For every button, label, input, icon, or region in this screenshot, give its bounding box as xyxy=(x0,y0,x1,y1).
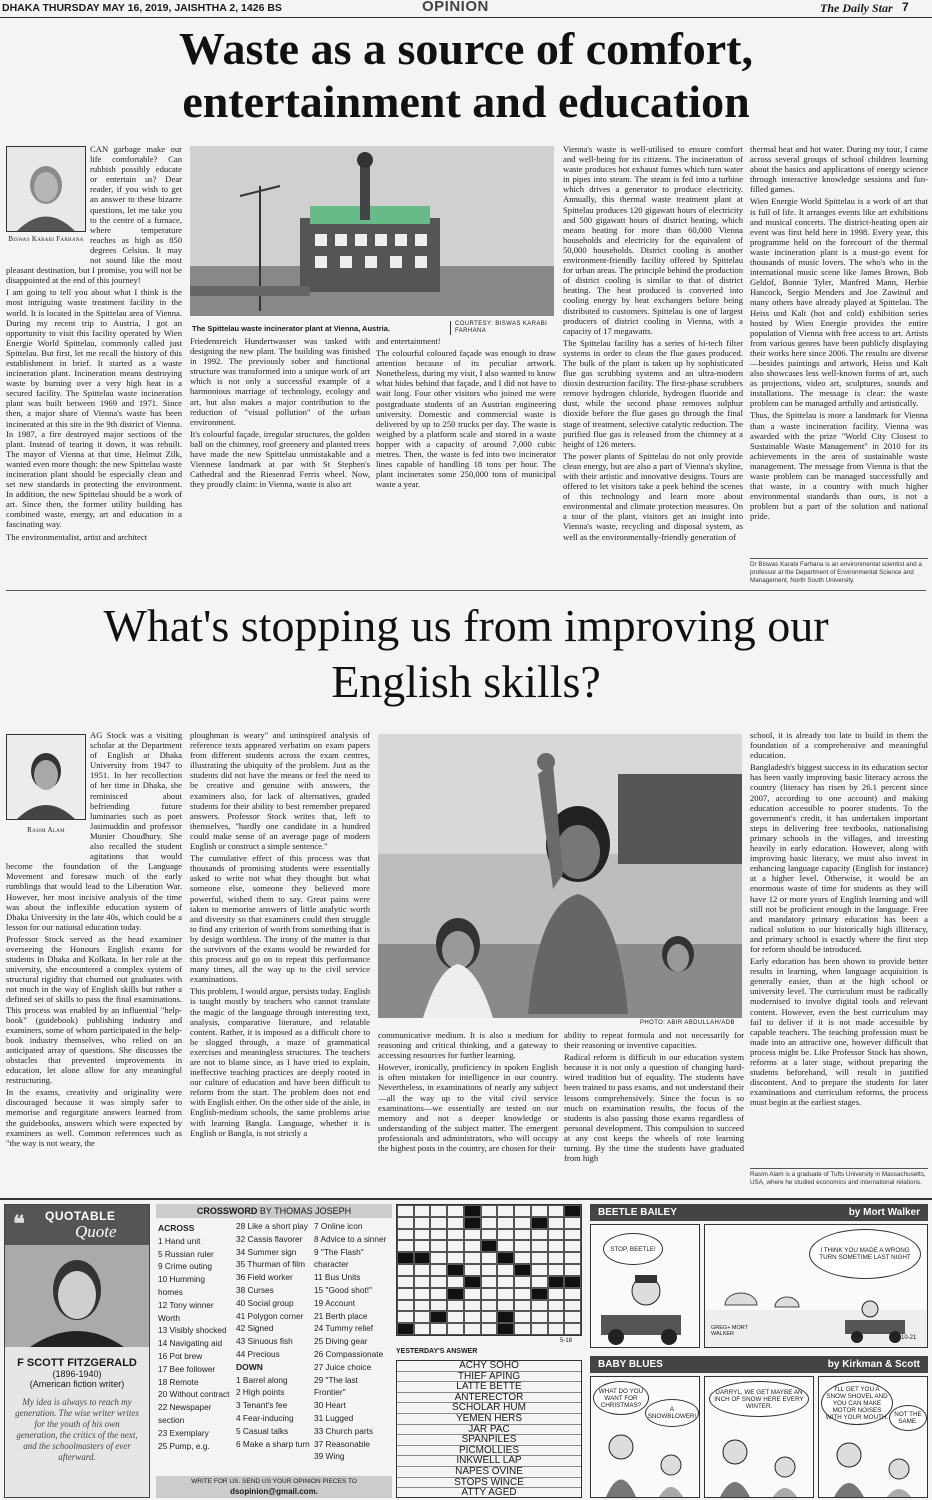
article2-col1 xyxy=(6,730,182,1196)
across-clues-1 xyxy=(158,1222,234,1452)
crossword-title-text: CROSSWORD xyxy=(196,1206,258,1216)
black-square xyxy=(497,1311,514,1323)
comic-signature: GREG+ MORT WALKER xyxy=(711,1325,748,1337)
down-clues xyxy=(314,1220,392,1463)
clue: 5 Casual talks xyxy=(236,1425,289,1436)
crossword-cell[interactable] xyxy=(564,1217,581,1229)
crossword-cell[interactable] xyxy=(447,1205,464,1217)
crossword-cell[interactable] xyxy=(531,1205,548,1217)
classroom-photo xyxy=(378,734,742,1018)
clue: 22 Newspaper xyxy=(158,1402,212,1413)
answer-row: ACHY SOHO xyxy=(397,1361,581,1372)
black-square xyxy=(397,1252,414,1264)
clue: 39 Wing xyxy=(314,1451,345,1462)
clue: 29 "The last xyxy=(314,1374,358,1385)
clue: 10 Humming xyxy=(158,1274,206,1285)
crossword-cell[interactable] xyxy=(548,1323,565,1335)
paragraph: In the exams, creativity and originality were discouraged because it was simply safer to memorise and regurgitate answers learned from the guidebooks, answers which were expected by examiners as well. Common references such as "the way is not weary, the xyxy=(6,1087,182,1148)
divider xyxy=(6,590,926,591)
crossword-cell[interactable] xyxy=(497,1205,514,1217)
submission-email[interactable]: dsopinion@gmail.com. xyxy=(230,1487,318,1496)
answer-row: THIEF APING xyxy=(397,1372,581,1383)
yesterdays-answer-grid xyxy=(396,1360,582,1498)
section-label: OPINION xyxy=(422,0,489,15)
paragraph: The Spittelau facility has a series of hi-tech filter systems in order to clean the flue gases produced. The bulk of the plant is taken up by sophisticated flue gas scrubbing systems and an ultra-modern dioxin destruction facility. The first-phase scrubbers remove hydrogen chloride, hydrogen fluoride and dust, while the second phase removes sulphur dioxide before the flue gases go through the final stage of treatment, selective catalytic reduction. The purified flue gas is released from the chimney at a height of 126 meters. xyxy=(563,337,743,449)
clue: character xyxy=(314,1259,349,1270)
crossword-cell[interactable] xyxy=(531,1229,548,1241)
black-square xyxy=(497,1252,514,1264)
crossword-cell[interactable] xyxy=(564,1240,581,1252)
paragraph: The power plants of Spittelau do not only provide clean energy, but are also a part of Vienna's skyline, with their artistic and innovative designs. Tours are offered to let visitors take a peek behind the scenes of this technology and learn more about environmental and climate protection measures. On a tour of the plant, visitors get an insight into Vienna's waste, recycling and disposal system, as well as the environmentally-friendly generation of xyxy=(563,450,743,542)
incinerator-photo xyxy=(190,146,554,316)
crossword-cell[interactable] xyxy=(447,1217,464,1229)
paragraph: thermal heat and hot water. During my tour, I came across several groups of school children learning about the basics and applications of energy science through interactive knowledge sessions and fun-filled games. xyxy=(750,144,928,195)
black-square xyxy=(514,1264,531,1276)
speech-bubble: STOP, BEETLE! xyxy=(603,1233,663,1265)
crossword-cell[interactable] xyxy=(447,1323,464,1335)
crossword-cell[interactable] xyxy=(497,1288,514,1300)
speech-bubble: WHAT DO YOU WANT FOR CHRISTMAS? xyxy=(593,1381,649,1415)
crossword-cell[interactable] xyxy=(548,1229,565,1241)
crossword-cell[interactable] xyxy=(548,1240,565,1252)
clue: 12 Tony winner xyxy=(158,1299,214,1310)
answer-row: SPANPILES xyxy=(397,1435,581,1446)
clue: 25 Pump, e.g. xyxy=(158,1440,210,1451)
crossword-cell[interactable] xyxy=(464,1264,481,1276)
black-square xyxy=(548,1276,565,1288)
answer-row: INKWELL LAP xyxy=(397,1456,581,1467)
clue: 37 Reasonable xyxy=(314,1438,370,1449)
crossword-cell[interactable] xyxy=(497,1300,514,1312)
crossword-cell[interactable] xyxy=(414,1264,431,1276)
clue: 11 Bus Units xyxy=(314,1272,361,1283)
article1-col4 xyxy=(563,144,743,580)
clue: 6 Make a sharp turn xyxy=(236,1438,310,1449)
crossword-cell[interactable] xyxy=(430,1252,447,1264)
black-square xyxy=(464,1205,481,1217)
crossword-cell[interactable] xyxy=(514,1276,531,1288)
crossword-cell[interactable] xyxy=(564,1300,581,1312)
crossword-cell[interactable] xyxy=(430,1229,447,1241)
crossword-cell[interactable] xyxy=(497,1276,514,1288)
crossword-byline: BY THOMAS JOSEPH xyxy=(259,1206,352,1216)
author-bio: Rasim Alam is a graduate of Tufts University in Massachusetts, USA, where he studied economics and international relations. xyxy=(750,1168,928,1187)
crossword-cell[interactable] xyxy=(414,1217,431,1229)
comic-date: 10-21 xyxy=(901,1335,917,1341)
black-square xyxy=(497,1323,514,1335)
black-square xyxy=(397,1323,414,1335)
black-square xyxy=(481,1240,498,1252)
clue: 24 Tummy relief xyxy=(314,1323,374,1334)
paragraph: This problem, I would argue, persists today. English is taught mostly by teachers who cannot translate the magic of the language through interesting text, analysis, comparative literature, and relatable content. Rather, it is imposed as a difficult chore to be slogged through, a maze of grammatical exercises and meaningless structures. The teachers are not to blame since, as I have tried to explain, ineffective teaching practices are deeply rooted in our culture of education and have been difficult to reform from the start. The problem does not end with English either. On the other side of the aisle, in English-medium schools, the same problems arise with learning Bangla. Language, whether it is English or Bangla, is not strictly a xyxy=(190,986,370,1138)
crossword-cell[interactable] xyxy=(414,1276,431,1288)
clue: 2 High points xyxy=(236,1387,285,1398)
clue: 26 Compassionate xyxy=(314,1348,384,1359)
paragraph: ability to repeat formula and not necessarily for their reasoning or inventive capacities. xyxy=(564,1030,744,1051)
clue: 31 Lugged xyxy=(314,1412,354,1423)
crossword-cell[interactable] xyxy=(564,1288,581,1300)
clue: Worth xyxy=(158,1312,180,1323)
clue: 20 Without contract xyxy=(158,1389,230,1400)
crossword-cell[interactable] xyxy=(430,1240,447,1252)
clue: 44 Precious xyxy=(236,1348,280,1359)
black-square xyxy=(531,1288,548,1300)
comic-title-bar xyxy=(590,1204,928,1221)
clue: 4 Fear-inducing xyxy=(236,1412,294,1423)
clue: 38 Curses xyxy=(236,1284,274,1295)
quote-mark-icon: ❝ xyxy=(13,1211,25,1236)
crossword-cell[interactable] xyxy=(430,1217,447,1229)
clue: 1 Hand unit xyxy=(158,1235,201,1246)
clue: 35 Thurman of film xyxy=(236,1259,306,1270)
answer-row: LATTE BETTE xyxy=(397,1382,581,1393)
crossword-cell[interactable] xyxy=(548,1205,565,1217)
crossword-cell[interactable] xyxy=(430,1300,447,1312)
crossword-cell[interactable] xyxy=(464,1240,481,1252)
crossword-cell[interactable] xyxy=(414,1323,431,1335)
paragraph: Bangladesh's biggest success in its education sector has been vastly improving basic literacy across the country (literacy has risen by 26.1 percent since 2007, according to one account) and making education accessible to poorer students. To the government's credit, it has undertaken important steps in delivering free textbooks, nationalising primary schools in the villages, and investing heavily in early education. However, along with improving basic literacy, we must also invest in enhancing language capacity (English for instance) at a higher level. Otherwise, it would be an enormous waste of time for students as they will have 12 or more years of English learning and will still not be proficient enough in the language. Free and mandatory primary education has been a radical solution to our historically high illiteracy, and primary school is exactly where the first step for reform should be introduced. xyxy=(750,762,928,954)
crossword-cell[interactable] xyxy=(514,1311,531,1323)
clue: 33 Church parts xyxy=(314,1425,374,1436)
fitzgerald-portrait xyxy=(5,1245,149,1347)
quote-years: (1896-1940) xyxy=(52,1369,102,1379)
answer-row: NAPES OVINE xyxy=(397,1467,581,1478)
crossword-cell[interactable] xyxy=(430,1205,447,1217)
comic-panel xyxy=(704,1376,814,1498)
crossword-cell[interactable] xyxy=(464,1252,481,1264)
crossword-cell[interactable] xyxy=(447,1300,464,1312)
paragraph: and entertainment! xyxy=(376,336,441,346)
crossword-cell[interactable] xyxy=(514,1217,531,1229)
author-bio: Dr Biswas Karabi Farhana is an environmental scientist and a professor at the Department of Environmental Science and Management, North South University. xyxy=(750,558,928,585)
speech-bubble: A SNOWBLOWER! xyxy=(645,1399,699,1427)
comic-author: by Kirkman & Scott xyxy=(827,1359,920,1370)
crossword-cell[interactable] xyxy=(548,1217,565,1229)
crossword-cell[interactable] xyxy=(548,1264,565,1276)
black-square xyxy=(430,1311,447,1323)
crossword-cell[interactable] xyxy=(497,1229,514,1241)
crossword-cell[interactable] xyxy=(481,1323,498,1335)
article1-col3 xyxy=(376,336,556,580)
quote-title: QUOTABLE xyxy=(45,1209,116,1223)
article1-col1 xyxy=(6,144,182,580)
crossword-cell[interactable] xyxy=(414,1288,431,1300)
paragraph: The colourful coloured façade was enough to draw attention because of its peculiar artwork. Nonetheless, during my visit, I also wanted to know what hides behind that façade, and I did not have to wait long. Four other visitors who joined me were postgraduate students of an Austrian engineering university. Domestic and commercial waste is delivered by up to 250 trucks per day. The waste is weighed by a platform scale and stored in a waste hopper with a capacity of around 7,000 cubic metres. Then, the waste is fed into two incinerator lines capable of handling 18 tons per hour. The plant incinerates some 250,000 tons of municipal waste a year. xyxy=(376,348,556,490)
crossword-cell[interactable] xyxy=(447,1252,464,1264)
footer-text: WRITE FOR US. SEND US YOUR OPINION PIECES TO xyxy=(191,1478,357,1485)
paragraph: school, it is already too late to build in them the foundation of a comprehensive and meaningful education. xyxy=(750,730,928,761)
comic-panel xyxy=(818,1376,928,1498)
crossword-cell[interactable] xyxy=(548,1300,565,1312)
comic-author: by Mort Walker xyxy=(848,1207,920,1218)
clue: 13 Visibly shocked xyxy=(158,1325,227,1336)
crossword-cell[interactable] xyxy=(531,1264,548,1276)
black-square xyxy=(531,1217,548,1229)
crossword-cell[interactable] xyxy=(514,1300,531,1312)
crossword-cell[interactable] xyxy=(514,1240,531,1252)
speech-bubble: DARRYL, WE GET MAYBE AN INCH OF SNOW HERE EVERY WINTER. xyxy=(709,1381,809,1417)
black-square xyxy=(564,1276,581,1288)
comic-title: BEETLE BAILEY xyxy=(598,1207,677,1218)
crossword-cell[interactable] xyxy=(497,1217,514,1229)
baby-blues-comic xyxy=(590,1356,928,1498)
answer-row: YEMEN HERS xyxy=(397,1414,581,1425)
crossword-cell[interactable] xyxy=(397,1311,414,1323)
quote-text: My idea is always to reach my generation. The wise writer writes for the youth of his own generation, the critics of the next, and the schoolmasters of ever afterward. xyxy=(15,1397,139,1462)
crossword-cell[interactable] xyxy=(548,1311,565,1323)
dateline: DHAKA THURSDAY MAY 16, 2019, JAISHTHA 2, 1426 BS xyxy=(2,2,282,14)
crossword-cell[interactable] xyxy=(531,1252,548,1264)
answer-row: SCHOLAR HUM xyxy=(397,1403,581,1414)
crossword-cell[interactable] xyxy=(497,1240,514,1252)
article2-col5 xyxy=(750,730,928,1162)
crossword-cell[interactable] xyxy=(481,1288,498,1300)
answer-row: ATTY AGED xyxy=(461,1487,517,1498)
article2-col3 xyxy=(378,1030,558,1196)
quote-subtitle: Quote xyxy=(75,1222,117,1241)
clue: 30 Heart xyxy=(314,1400,346,1411)
clue: 23 Exemplary xyxy=(158,1427,209,1438)
clue: 3 Tenant's fee xyxy=(236,1400,288,1411)
paragraph: ploughman is weary" and uninspired analysis of reference texts appeared verbatim on exam papers from different students across the exam centres, illustrating the ubiquity of the problem. Just as the students did not have the means or feel the need to be creative and genuine with answers, the examiners also, for lack of alternatives, graded students for their ability to best remember prepared answers. Professor Stock writes that, left to themselves, "hardly one candidate in a hundred could make sense of an average page of modern English or construct a simple sentence." xyxy=(190,730,370,852)
answer-label: YESTERDAY'S ANSWER xyxy=(396,1348,478,1355)
paragraph: Radical reform is difficult in our education system because it is not only a question of changing hard-wired tradition but of equality. The students have been trained to pass exams, and not understand their lessons comprehensively. Since the focus is so much on examination results, the focus of the students is also passing those exams regardless of personal development. This compulsion to succeed at any cost keeps the wheels of rote learning turning. By the time the students have graduated from high xyxy=(564,1052,744,1164)
crossword-cell[interactable] xyxy=(397,1240,414,1252)
crossword-cell[interactable] xyxy=(564,1264,581,1276)
crossword-date: 5-18 xyxy=(560,1338,573,1344)
crossword-cell[interactable] xyxy=(447,1276,464,1288)
crossword-cell[interactable] xyxy=(514,1288,531,1300)
clue: 15 "Good shot!" xyxy=(314,1284,373,1295)
crossword-cell[interactable] xyxy=(481,1276,498,1288)
crossword-cell[interactable] xyxy=(531,1300,548,1312)
answer-row: PICMOLLIES xyxy=(397,1446,581,1457)
clue: 32 Cassis flavorer xyxy=(236,1233,303,1244)
crossword-cell[interactable] xyxy=(481,1252,498,1264)
paragraph: However, ironically, proficiency in spoken English is often mistaken for intelligence in our country. Nevertheless, in examinations of nearly any subject—all the way up to the vital civil service examinations—we essentially are tested on our memory and not a deeper knowledge or understanding of the subject matter. The emergent professionals and administrators, who will occupy the highest posts in the country, are chosen for their xyxy=(378,1062,558,1154)
clue: 16 Pot brew xyxy=(158,1350,203,1361)
page-number: 7 xyxy=(902,0,909,14)
crossword-cell[interactable] xyxy=(548,1288,565,1300)
crossword-cell[interactable] xyxy=(481,1217,498,1229)
clue: 18 Remote xyxy=(158,1376,199,1387)
answer-row: ANTERECTOR xyxy=(397,1393,581,1404)
crossword-cell[interactable] xyxy=(397,1205,414,1217)
comic-panel xyxy=(590,1224,700,1348)
clue: 42 Signed xyxy=(236,1323,274,1334)
crossword-cell[interactable] xyxy=(531,1311,548,1323)
divider xyxy=(0,1198,932,1200)
crossword-cell[interactable] xyxy=(397,1288,414,1300)
clue: 41 Polygon corner xyxy=(236,1310,304,1321)
black-square xyxy=(464,1217,481,1229)
crossword-cell[interactable] xyxy=(397,1276,414,1288)
paragraph: It's colourful façade, irregular structures, the golden ball on the chimney, roof greenery and planted trees have made the new Spittelau unmistakable and a Viennese landmark at par with St Stephen's Cathedral and the Riesenrad Ferris wheel. Now, they proudly claim: in Vienna, waste is also art xyxy=(190,428,370,490)
crossword-cell[interactable] xyxy=(564,1252,581,1264)
crossword-clues xyxy=(156,1204,392,1498)
clue: 19 Account xyxy=(314,1297,356,1308)
paragraph: Wien Energie World Spittelau is a work of art that is full of life. It arranges events like art exhibitions and musical concerts. The district-heating open air event was first held here in 1998. Every year, this programme held on the forecourt of the thermal waste incineration plant is a must-go event for thousands of music lovers. The who's who in the international music scene like James Brown, Bob Geldof, Bonnie Tyler, Manfred Mann, Herbie Hancock, Sergio Menders and Joe Zawinul and many others have already played at Spittelau. The Heiss und Kalt (hot and cold) exhibition series hosted by Wien Energie provides the entire population of Vienna with free access to art. Artists from various genres have been publicly displaying their works here since 2006. The results are diverse—besides paintings and artwork, Heiss und Kalt also showcases less well-known forms of art, such as projections, video art, sculptures, sounds and installations. The message is clear: the waste problem can be managed artfully and artistically. xyxy=(750,196,928,409)
crossword-cell[interactable] xyxy=(481,1205,498,1217)
crossword-cell[interactable] xyxy=(397,1264,414,1276)
clue: 9 "The Flash" xyxy=(314,1246,364,1257)
crossword-cell[interactable] xyxy=(531,1276,548,1288)
clue: 28 Like a short play xyxy=(236,1221,308,1231)
crossword-cell[interactable] xyxy=(481,1311,498,1323)
clue: 43 Sinuous fish xyxy=(236,1336,293,1347)
paragraph: The environmentalist, artist and architect xyxy=(6,531,148,542)
clue: 5 Russian ruler xyxy=(158,1248,214,1259)
article1-col5 xyxy=(750,144,928,554)
paragraph: Vienna's waste is well-utilised to ensure comfort and well-being for its citizens. The incineration of waste produces hot exhaust fumes which turn water in pipes into steam. The steam is fed into a turbine which drives a generator to produce electricity. Annually, this thermal waste treatment plant at Spittelau produces 120 gigawatt hours of electricity and 500 gigawatt hours of district heating, which means heating for more than 60,000 Vienna households and electricity for the equivalent of 50,000 households. District cooling is another environment-friendly facility offered by Spittelau for urban areas. The principle behind the production of district cooling is similar to that of district heating. The heat produced is converted into cooling energy by heat exchangers before being distributed to customers. Spittelau is one of largest producers of district cooling in Vienna, with a capacity of 17 megawatts. xyxy=(563,144,743,336)
crossword-cell[interactable] xyxy=(481,1229,498,1241)
crossword-cell[interactable] xyxy=(464,1288,481,1300)
across-clues-2 xyxy=(236,1220,314,1450)
clue: 1 Barrel along xyxy=(236,1374,288,1385)
clue: section xyxy=(158,1414,185,1425)
crossword-cell[interactable] xyxy=(481,1300,498,1312)
down-heading: DOWN xyxy=(236,1361,263,1372)
page-header xyxy=(0,0,932,18)
crossword-cell[interactable] xyxy=(447,1311,464,1323)
paragraph: Friedensreich Hundertwasser was tasked with designing the new plant. The building was finished in 1992. The previously sober and functional structure was transformed into a unique work of art which is not only a successful example of a harmonious marriage of technology, ecology and art, but also makes a major contribution to the reduction of "visual pollution" of the urban environment. xyxy=(190,336,370,427)
crossword-cell[interactable] xyxy=(414,1229,431,1241)
clue: 17 Bee follower xyxy=(158,1363,216,1374)
crossword-cell[interactable] xyxy=(397,1229,414,1241)
answer-row: STOPS WINCE xyxy=(397,1478,581,1489)
quote-role: (American fiction writer) xyxy=(29,1379,125,1389)
crossword-cell[interactable] xyxy=(397,1300,414,1312)
paragraph: Early education has been shown to provide better results in learning, when language acquisition is generally easier, than at the high school or university level. The curriculum must be radically modernised to involve digital tools and relevant content. However, even the best curriculum may fail to deliver if it is not made accessible by capable teachers. The teaching profession must be made into an attractive one, however difficult that process might be. Like Professor Stock has shown, reforms at a later stage, without preparing the students beforehand, will result in justified discontent. And to prepare the students for later examinations and curriculum reforms, the process must begin at the earliest stages. xyxy=(750,956,928,1108)
comic-title-bar xyxy=(590,1356,928,1373)
black-square xyxy=(447,1288,464,1300)
paragraph: AG Stock was a visiting scholar at the Department of English at Dhaka University from 1947 to 1951. In her recollection of her time in Dhaka, she reminisced about befriending future luminaries such as poet Jasimuddin and professor Munier Choudhury. She also recalled the student agitations that would become the foundation of the Language Movement and foresaw much of the early rumblings that would lead to the Liberation War. However, her most incisive analysis of the time was about the inflexible education system of Dhaka University in the late 40s, which could be a lesson for our national education today. xyxy=(6,730,182,932)
article1-headline: Waste as a source of comfort, entertainment and education xyxy=(178,23,753,127)
crossword-cell[interactable] xyxy=(397,1217,414,1229)
clue: 27 Juice choice xyxy=(314,1361,372,1372)
clue: 14 Navigating aid xyxy=(158,1338,223,1349)
crossword-cell[interactable] xyxy=(548,1252,565,1264)
crossword-grid[interactable] xyxy=(396,1204,582,1336)
clue: 9 Crime outing xyxy=(158,1261,212,1272)
article1-byline: Biswas Karabi Farhana xyxy=(8,235,84,243)
comic-title: BABY BLUES xyxy=(598,1359,663,1370)
quote-header xyxy=(5,1205,149,1245)
black-square xyxy=(464,1276,481,1288)
photo-credit: COURTESY: BISWAS KARABI FARHANA xyxy=(450,321,560,335)
quote-author: F SCOTT FITZGERALD xyxy=(17,1357,137,1369)
paragraph: The cumulative effect of this process was that thousands of promising students were essentially asked to write not what they thought but what someone else, someone they believed more powerful, wished them to say. Great pains were taken to memorise answers of little analytic worth and diversity so that examiners could then struggle to find any criterion of worth from something that is by design worthless. The irony of the matter is that the survivors of the exams would be rewarded for this process and go on to repeat this performance many times, all the way up to the civil service examinations. xyxy=(190,853,370,985)
crossword-cell[interactable] xyxy=(447,1229,464,1241)
crossword-cell[interactable] xyxy=(514,1252,531,1264)
crossword-cell[interactable] xyxy=(414,1311,431,1323)
crossword-title xyxy=(156,1204,392,1218)
article2-byline: Rasim Alam xyxy=(27,826,65,834)
crossword-cell[interactable] xyxy=(430,1323,447,1335)
crossword-cell[interactable] xyxy=(514,1323,531,1335)
crossword-cell[interactable] xyxy=(447,1240,464,1252)
clue: Frontier" xyxy=(314,1387,346,1398)
speech-bubble: I'LL GET YOU A SNOW SHOVEL AND YOU CAN MAKE MOTOR NOISES WITH YOUR MOUTH. xyxy=(821,1381,893,1425)
comic-panel xyxy=(704,1224,928,1348)
answer-row: JAR PAC xyxy=(397,1425,581,1436)
clue: 25 Diving gear xyxy=(314,1336,368,1347)
photo-credit: PHOTO: ABIR ABDULLAH/ADB xyxy=(640,1020,735,1026)
crossword-cell[interactable] xyxy=(531,1323,548,1335)
black-square xyxy=(447,1264,464,1276)
black-square xyxy=(414,1252,431,1264)
article2-col4 xyxy=(564,1030,744,1196)
clue: 34 Summer sign xyxy=(236,1246,297,1257)
crossword-cell[interactable] xyxy=(464,1311,481,1323)
clue: 7 Online icon xyxy=(314,1221,363,1231)
beetle-bailey-comic xyxy=(590,1204,928,1350)
crossword-cell[interactable] xyxy=(564,1229,581,1241)
crossword-cell[interactable] xyxy=(430,1288,447,1300)
masthead: The Daily Star xyxy=(820,1,893,15)
crossword-cell[interactable] xyxy=(430,1276,447,1288)
crossword-cell[interactable] xyxy=(497,1264,514,1276)
clue: 8 Advice to a sinner xyxy=(314,1233,387,1244)
paragraph: communicative medium. It is also a medium for reasoning and critical thinking, and a gateway to accessing resources for further learning. xyxy=(378,1030,558,1061)
crossword-cell[interactable] xyxy=(564,1323,581,1335)
paragraph: Thus, the Spittelau is more a landmark for Vienna than a waste incineration facility. Vienna was awarded with the prize "World City Closest to Sustainable Waste Management" in 2010 for its achievements in the area of sustainable waste management. The message from Vienna is that the waste problem can be managed successfully and that waste, in a country with much higher environmental standards than ours, is not a problem but a part of the solution and national pride. xyxy=(750,410,928,522)
paragraph: I am going to tell you about what I think is the most intriguing waste treatment facility in the world. It is located in the Spittelau area of Vienna. During my recent trip to Austria, I got an opportunity to visit this facility operated by Wien Energie World Spittelau, commonly called just Spittelau. But first, let me recall the history of this establishment in brief. It started as a waste incineration plant. Incineration means destroying waste by burning over a very high heat in a secured facility. The Spittelau waste incineration plant was built between 1969 and 1971. Since then, a major share of Vienna's waste has been incinerated at this site in the 9th district of Vienna. In 1987, a fire destroyed major sections of the plant. Instead of tearing it down, it was rebuilt. The mayor of Vienna at that time, Helmut Zilk, wanted even more though: the new Spittelau waste incineration plant should be especially clean and set new standards in protecting the environment. In addition, the new Spittelau should be a work of art. Since then, the former utility building has combined waste, energy, art and education in a fascinating way. xyxy=(6,287,182,530)
photo-caption: The Spittelau waste incinerator plant at Vienna, Austria. xyxy=(192,324,390,333)
crossword-cell[interactable] xyxy=(481,1264,498,1276)
article1-col2 xyxy=(190,336,370,580)
crossword-cell[interactable] xyxy=(464,1300,481,1312)
crossword-cell[interactable] xyxy=(414,1300,431,1312)
comic-panel xyxy=(590,1376,700,1498)
crossword-cell[interactable] xyxy=(414,1205,431,1217)
crossword-cell[interactable] xyxy=(464,1323,481,1335)
crossword-cell[interactable] xyxy=(514,1205,531,1217)
paragraph: Professor Stock served as the head examiner overseeing the Honours English exams for students in Dhaka and Kolkata. In her role at the university, she encountered a complex system of structural rigidity that churned out graduates with not much in the way of English skills but rather a defined set of skills to pass the final examinations. This process was enabled by an influential "help-book" (guidebook) publishing industry and examiners, some of whom participated in the help-book industry themselves, who relied on an anticipated array of questions. She discusses the obstacles that prevented improvements in education, let alone allow for any meaningful restructuring. xyxy=(6,933,182,1086)
crossword-cell[interactable] xyxy=(430,1264,447,1276)
crossword-cell[interactable] xyxy=(414,1240,431,1252)
quotable-quote-box xyxy=(4,1204,150,1498)
across-heading: ACROSS xyxy=(158,1223,195,1233)
article2-col2 xyxy=(190,730,370,1196)
speech-bubble: NOT THE SAME. xyxy=(889,1405,927,1431)
crossword-cell[interactable] xyxy=(531,1240,548,1252)
submission-footer xyxy=(156,1476,392,1498)
crossword-cell[interactable] xyxy=(464,1229,481,1241)
article2-headline: What's stopping us from improving our English skills? xyxy=(103,600,829,707)
clue: 36 Field worker xyxy=(236,1272,293,1283)
clue: 21 Berth place xyxy=(314,1310,368,1321)
crossword-cell[interactable] xyxy=(514,1229,531,1241)
clue: 40 Social group xyxy=(236,1297,294,1308)
paragraph: CAN garbage make our life comfortable? Can rubbish possibly educate or entertain us? Dear reader, if you wish to get an answer to these bizarre questions, let me take you to the centre of a furnace, where temperature reaches as high as 850 degrees Celsius. It may not sound like the most pleasant destination, but I promise, you will not be disappointed at the end of this journey! xyxy=(6,144,182,286)
crossword-cell[interactable] xyxy=(564,1311,581,1323)
black-square xyxy=(564,1205,581,1217)
clue: homes xyxy=(158,1286,183,1297)
speech-bubble: I THINK YOU MADE A WRONG TURN SOMETIME LAST NIGHT xyxy=(809,1229,921,1279)
